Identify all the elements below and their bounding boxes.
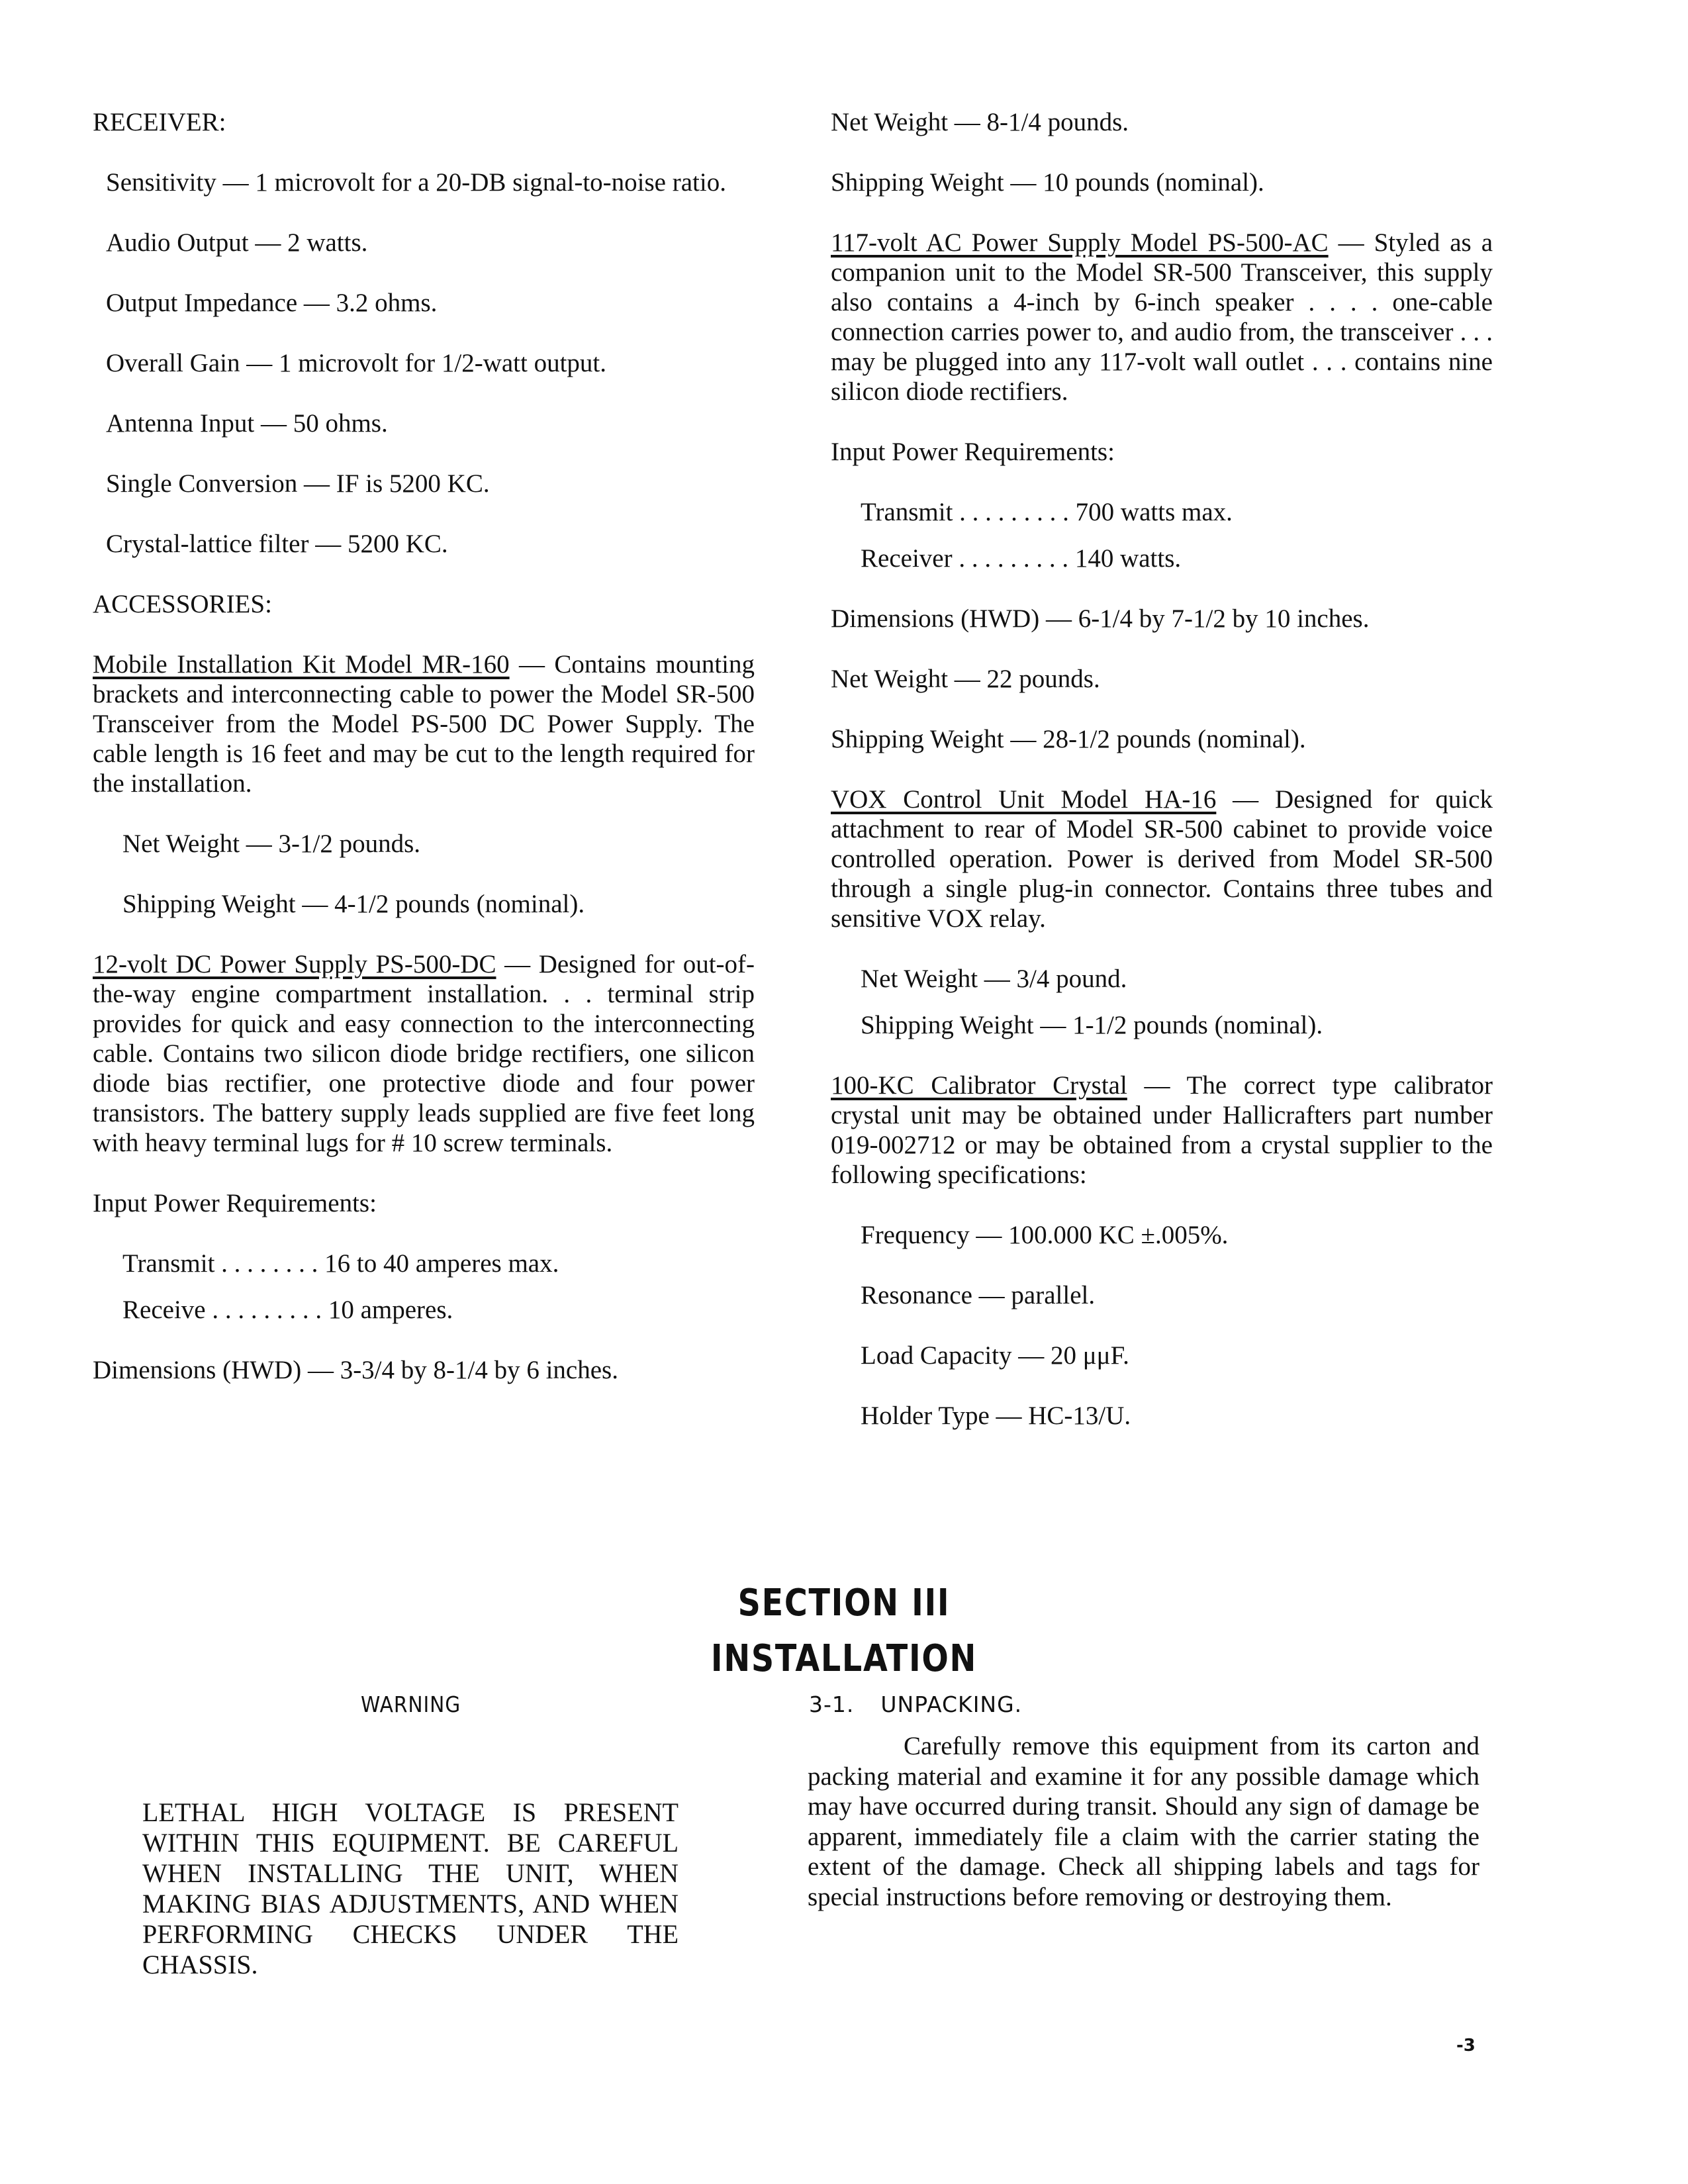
crystal-frequency: Frequency — 100.000 KC ±.005%. (861, 1221, 1229, 1249)
accessories-heading: ACCESSORIES: (93, 590, 272, 618)
spec-audio-output: Audio Output — 2 watts. (106, 228, 368, 257)
section-heading (126, 1576, 1562, 1687)
crystal-load-capacity: Load Capacity — 20 μμF. (861, 1341, 1129, 1370)
mobile-kit-net-weight: Net Weight — 3-1/2 pounds. (122, 830, 421, 858)
dc-receive-row: Receive . . . . . . . . . 10 amperes. (122, 1296, 453, 1324)
ac-input-power-heading: Input Power Requirements: (831, 438, 1115, 466)
unpacking-text: Carefully remove this equipment from its carton and packing material and examine it for any possible damage which may have occurred during transit. Should any sign of damage be apparent, immediately file a claim with the carrier stating the extent of the damage. Check all shipping labels and tags for special instructions before removing or destroying them. (808, 1732, 1479, 1911)
crystal-resonance: Resonance — parallel. (861, 1281, 1096, 1309)
ac-supply-title: 117-volt AC Power Supply Model PS-500-AC (831, 228, 1329, 257)
section-title: INSTALLATION (710, 1637, 978, 1680)
vox-shipping-weight: Shipping Weight — 1-1/2 pounds (nominal). (861, 1011, 1323, 1039)
vox-paragraph (831, 784, 1493, 933)
unpacking-title: UNPACKING. (880, 1691, 1023, 1717)
ac-transmit-row: Transmit . . . . . . . . . 700 watts max. (861, 498, 1233, 526)
mobile-kit-paragraph (93, 649, 755, 798)
crystal-paragraph (831, 1070, 1493, 1190)
crystal-holder-type: Holder Type — HC-13/U. (861, 1401, 1131, 1430)
dc-shipping-weight: Shipping Weight — 10 pounds (nominal). (831, 168, 1264, 197)
dc-input-power-heading: Input Power Requirements: (93, 1189, 377, 1217)
spec-crystal-filter: Crystal-lattice filter — 5200 KC. (106, 530, 448, 558)
dc-supply-paragraph (93, 949, 755, 1158)
warning-text: LETHAL HIGH VOLTAGE IS PRESENT WITHIN THIS EQUIPMENT. BE CAREFUL WHEN INSTALLING THE UNIT, WHEN MAKING BIAS ADJUSTMENTS, AND WHEN PERFORMING CHECKS UNDER THE CHASSIS. (142, 1797, 679, 1979)
vox-title: VOX Control Unit Model HA-16 (831, 785, 1217, 814)
section-number: SECTION III (737, 1582, 951, 1625)
ac-supply-body: — Styled as a companion unit to the Model SR-500 Transceiver, this supply also contains a 4-inch by 6-inch speaker . . . . one-cable connection carries power to, and audio from, the transceiver . . . may be plugged into any 117-volt wall outlet . . . contains nine silicon diode rectifiers. (831, 228, 1493, 406)
receiver-heading: RECEIVER: (93, 108, 226, 136)
dc-transmit-row: Transmit . . . . . . . . 16 to 40 amperes max. (122, 1249, 559, 1278)
ac-dimensions: Dimensions (HWD) — 6-1/4 by 7-1/2 by 10 inches. (831, 604, 1370, 633)
spec-sensitivity: Sensitivity — 1 microvolt for a 20-DB signal-to-noise ratio. (106, 168, 726, 197)
spec-output-impedance: Output Impedance — 3.2 ohms. (106, 289, 438, 317)
dc-net-weight: Net Weight — 8-1/4 pounds. (831, 108, 1129, 136)
ac-net-weight: Net Weight — 22 pounds. (831, 665, 1100, 693)
unpacking-number: 3-1. (809, 1691, 855, 1717)
mobile-kit-body: — Contains mounting brackets and interconnecting cable to power the Model SR-500 Transceiver from the Model PS-500 DC Power Supply. The cable length is 16 feet and may be cut to the length required for the installation. (93, 650, 755, 798)
vox-body: — Designed for quick attachment to rear of Model SR-500 cabinet to provide voice controlled operation. Power is derived from Model SR-500 through a single plug-in connector. Contains three tubes and sensitive VOX relay. (831, 785, 1493, 933)
dc-supply-title: 12-volt DC Power Supply PS-500-DC (93, 950, 496, 978)
warning-label: WARNING (361, 1691, 461, 1717)
dc-supply-body: — Designed for out-of-the-way engine compartment installation. . . terminal strip provides for quick and easy connection to the interconnecting cable. Contains two silicon diode bridge rectifiers, one silicon diode bias rectifier, one protective diode and four power transistors. The battery supply leads supplied are five feet long with heavy terminal lugs for # 10 screw terminals. (93, 950, 755, 1157)
unpacking-heading (809, 1691, 1022, 1717)
left-column (93, 107, 755, 1415)
ac-receiver-row: Receiver . . . . . . . . . 140 watts. (861, 544, 1182, 573)
spec-single-conversion: Single Conversion — IF is 5200 KC. (106, 469, 490, 498)
mobile-kit-title: Mobile Installation Kit Model MR-160 (93, 650, 510, 679)
mobile-kit-shipping-weight: Shipping Weight — 4-1/2 pounds (nominal). (122, 890, 585, 918)
spec-antenna-input: Antenna Input — 50 ohms. (106, 409, 388, 438)
page-number: -3 (1456, 2036, 1476, 2056)
crystal-title: 100-KC Calibrator Crystal (831, 1071, 1127, 1100)
ac-shipping-weight: Shipping Weight — 28-1/2 pounds (nominal). (831, 725, 1306, 753)
dc-dimensions: Dimensions (HWD) — 3-3/4 by 8-1/4 by 6 inches. (93, 1356, 618, 1384)
ac-supply-paragraph (831, 228, 1493, 406)
spec-overall-gain: Overall Gain — 1 microvolt for 1/2-watt output. (106, 349, 607, 377)
crystal-body: — The correct type calibrator crystal unit may be obtained under Hallicrafters part number 019-002712 or may be obtained from a crystal supplier to the following specifications: (831, 1071, 1493, 1189)
right-column (831, 107, 1493, 1461)
vox-net-weight: Net Weight — 3/4 pound. (861, 965, 1127, 993)
